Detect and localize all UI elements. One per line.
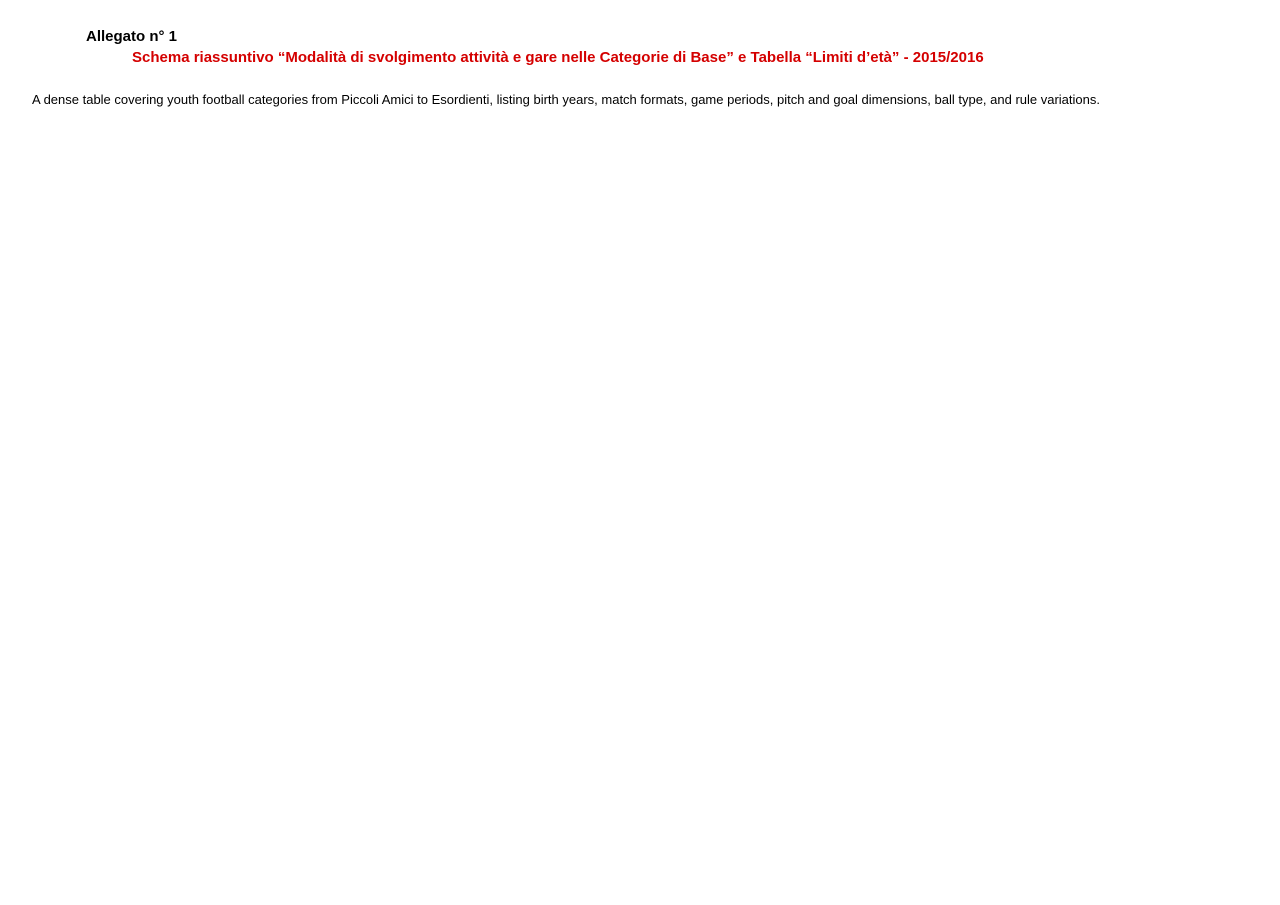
document-summary: A dense table covering youth football categories from Piccoli Amici to Esordienti, listing birth years, match formats, game periods, pitch and goal dimensions, ball type, and rule variations. [32,92,1100,107]
page-title: Allegato n° 1 [86,28,178,45]
document-page [0,0,1280,110]
page-subtitle: Schema riassuntivo “Modalità di svolgimento attività e gare nelle Categorie di Base” e Tabella “Limiti d’età” - 2015/2016 [132,49,984,66]
